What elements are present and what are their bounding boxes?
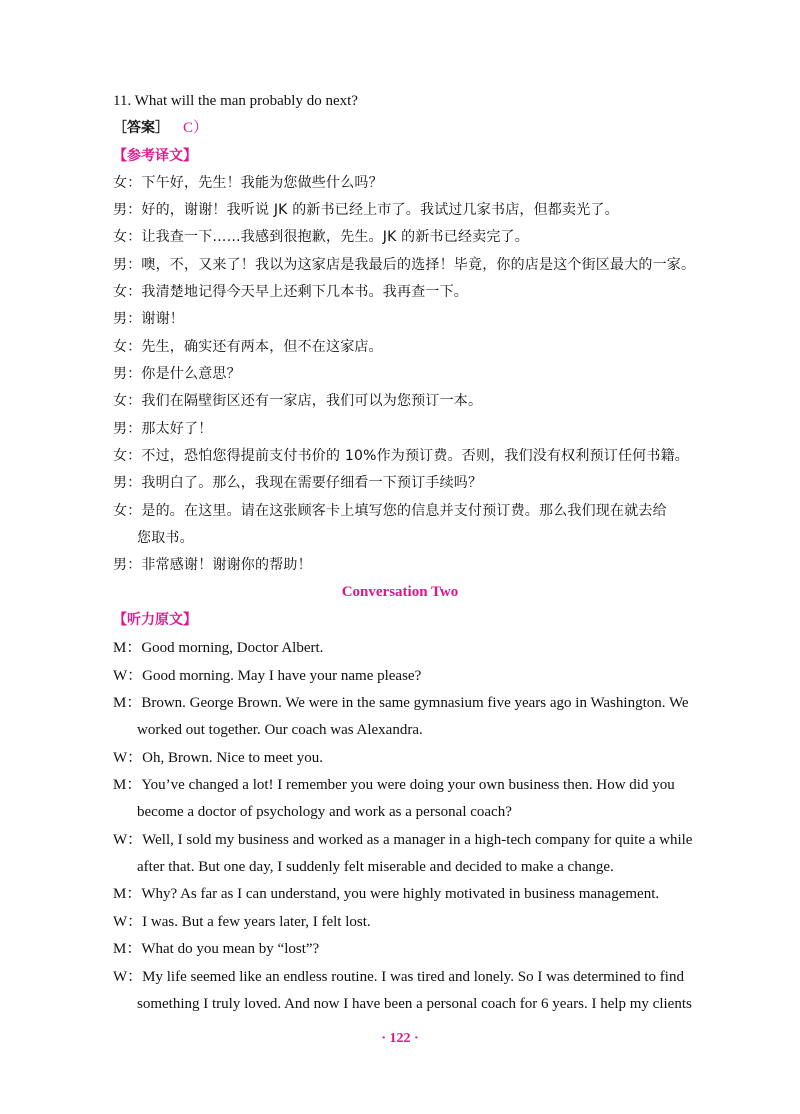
translation-line: 男：那太好了！ <box>113 421 213 437</box>
section-title: Conversation Two <box>341 584 459 600</box>
translation-line: 女：是的。在这里。请在这张顾客卡上填写您的信息并支付预订费。那么我们现在就去给 <box>113 503 667 519</box>
transcript-line-continued: worked out together. Our coach was Alexandra. <box>137 722 423 738</box>
answer-label: ［答案］ <box>113 120 169 136</box>
translation-line: 女：我清楚地记得今天早上还剩下几本书。我再查一下。 <box>113 284 468 300</box>
transcript-line: M：Brown. George Brown. We were in the same gymnasium five years ago in Washington. We <box>113 695 689 711</box>
translation-line: 女：我们在隔壁街区还有一家店，我们可以为您预订一本。 <box>113 393 483 409</box>
transcript-line-continued: become a doctor of psychology and work as a personal coach? <box>137 804 512 820</box>
transcript-line: W：Good morning. May I have your name please? <box>113 668 422 684</box>
translation-line: 女：下午好，先生！我能为您做些什么吗？ <box>113 175 383 191</box>
transcript-line-continued: something I truly loved. And now I have been a personal coach for 6 years. I help my clients <box>137 996 692 1012</box>
answer-line <box>113 119 723 137</box>
transcript-line: W：Well, I sold my business and worked as a manager in a high-tech company for quite a while <box>113 832 693 848</box>
transcript-line: W：Oh, Brown. Nice to meet you. <box>113 750 323 766</box>
translation-line: 男：噢，不，又来了！我以为这家店是我最后的选择！毕竟，你的店是这个街区最大的一家。 <box>113 257 696 273</box>
page-number: · 122 · <box>381 1031 419 1046</box>
transcript-label: 【听力原文】 <box>113 612 197 628</box>
translation-line: 女：先生，确实还有两本，但不在这家店。 <box>113 339 383 355</box>
transcript-line-continued: after that. But one day, I suddenly felt miserable and decided to make a change. <box>137 859 614 875</box>
translation-line: 男：你是什么意思？ <box>113 366 241 382</box>
transcript-line: M：You’ve changed a lot! I remember you were doing your own business then. How did you <box>113 777 675 793</box>
answer-value: C） <box>183 120 209 136</box>
transcript-line: W：My life seemed like an endless routine. I was tired and lonely. So I was determined to find <box>113 969 684 985</box>
translation-line: 女：让我查一下……我感到很抱歉，先生。JK 的新书已经卖完了。 <box>113 229 529 245</box>
translation-line: 男：好的，谢谢！我听说 JK 的新书已经上市了。我试过几家书店，但都卖光了。 <box>113 202 619 218</box>
transcript-line: M：What do you mean by “lost”? <box>113 941 320 957</box>
translation-line: 男：谢谢！ <box>113 311 184 327</box>
transcript-line: M：Why? As far as I can understand, you were highly motivated in business management. <box>113 886 660 902</box>
translation-label: 【参考译文】 <box>113 148 197 164</box>
translation-line: 男：非常感谢！谢谢你的帮助！ <box>113 557 312 573</box>
question-line: 11. What will the man probably do next? <box>113 93 358 109</box>
translation-line: 男：我明白了。那么，我现在需要仔细看一下预订手续吗？ <box>113 475 483 491</box>
transcript-line: W：I was. But a few years later, I felt lost. <box>113 914 371 930</box>
translation-line: 女：不过，恐怕您得提前支付书价的 10%作为预订费。否则，我们没有权利预订任何书籍。 <box>113 448 689 464</box>
translation-line-continued: 您取书。 <box>137 530 194 546</box>
transcript-line: M：Good morning, Doctor Albert. <box>113 640 324 656</box>
